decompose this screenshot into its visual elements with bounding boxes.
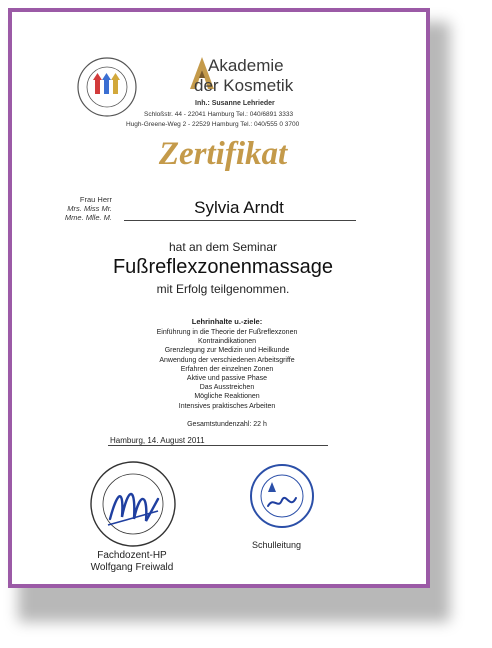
certificate-page xyxy=(8,8,430,588)
contents-list xyxy=(12,328,442,411)
contents-item: Erfahren der einzelnen Zonen xyxy=(180,365,274,373)
salutation-options xyxy=(50,195,112,222)
salutation-line: Frau Herr xyxy=(79,195,112,204)
address-line-1: Schloßstr. 44 - 22041 Hamburg Tel.: 040/6891 3333 xyxy=(144,111,294,118)
salutation-line: Mrs. Miss Mr. xyxy=(67,204,112,213)
total-hours: Gesamtstundenzahl: 22 h xyxy=(187,421,267,428)
instructor-title: Fachdozent-HP xyxy=(97,550,167,561)
contents-heading: Lehrinhalte u.-ziele: xyxy=(191,317,263,326)
address-line-2: Hugh-Greene-Weg 2 - 22529 Hamburg Tel.: 040/555 0 3700 xyxy=(126,121,300,128)
school-management-label: Schulleitung xyxy=(252,540,302,550)
salutation-line: Mme. Mlle. M. xyxy=(64,213,112,222)
contents-item: Einführung in die Theorie der Fußreflexzonen xyxy=(156,329,298,336)
contents-item: Das Ausstreichen xyxy=(199,384,255,392)
success-text: mit Erfolg teilgenommen. xyxy=(156,282,290,296)
instructor-stamp-icon xyxy=(88,459,178,549)
certificate-title: Zertifikat xyxy=(158,136,288,172)
contents-item: Grenzlegung zur Medizin und Heilkunde xyxy=(164,347,290,355)
logo-text-cosmetics: der Kosmetik xyxy=(194,76,294,95)
contents-item: Kontraindikationen xyxy=(198,338,256,346)
membership-seal-icon xyxy=(76,56,138,118)
seminar-name: Fußreflexzonenmassage xyxy=(112,256,334,278)
contents-item: Anwendung der verschiedenen Arbeitsgriffe xyxy=(159,356,295,364)
recipient-name: Sylvia Arndt xyxy=(194,198,284,217)
date-underline xyxy=(108,445,328,446)
name-underline xyxy=(124,220,356,221)
intro-text: hat an dem Seminar xyxy=(168,240,278,254)
contents-item: Intensives praktisches Arbeiten xyxy=(178,402,276,410)
contents-item: Mögliche Reaktionen xyxy=(194,393,260,401)
instructor-name: Wolfgang Freiwald xyxy=(90,562,174,573)
school-stamp-icon xyxy=(248,462,316,530)
logo-text-academy: Akademie xyxy=(208,56,284,75)
place-date: Hamburg, 14. August 2011 xyxy=(110,436,205,445)
contents-item: Aktive und passive Phase xyxy=(186,375,268,383)
owner-line: Inh.: Susanne Lehrieder xyxy=(195,100,275,107)
